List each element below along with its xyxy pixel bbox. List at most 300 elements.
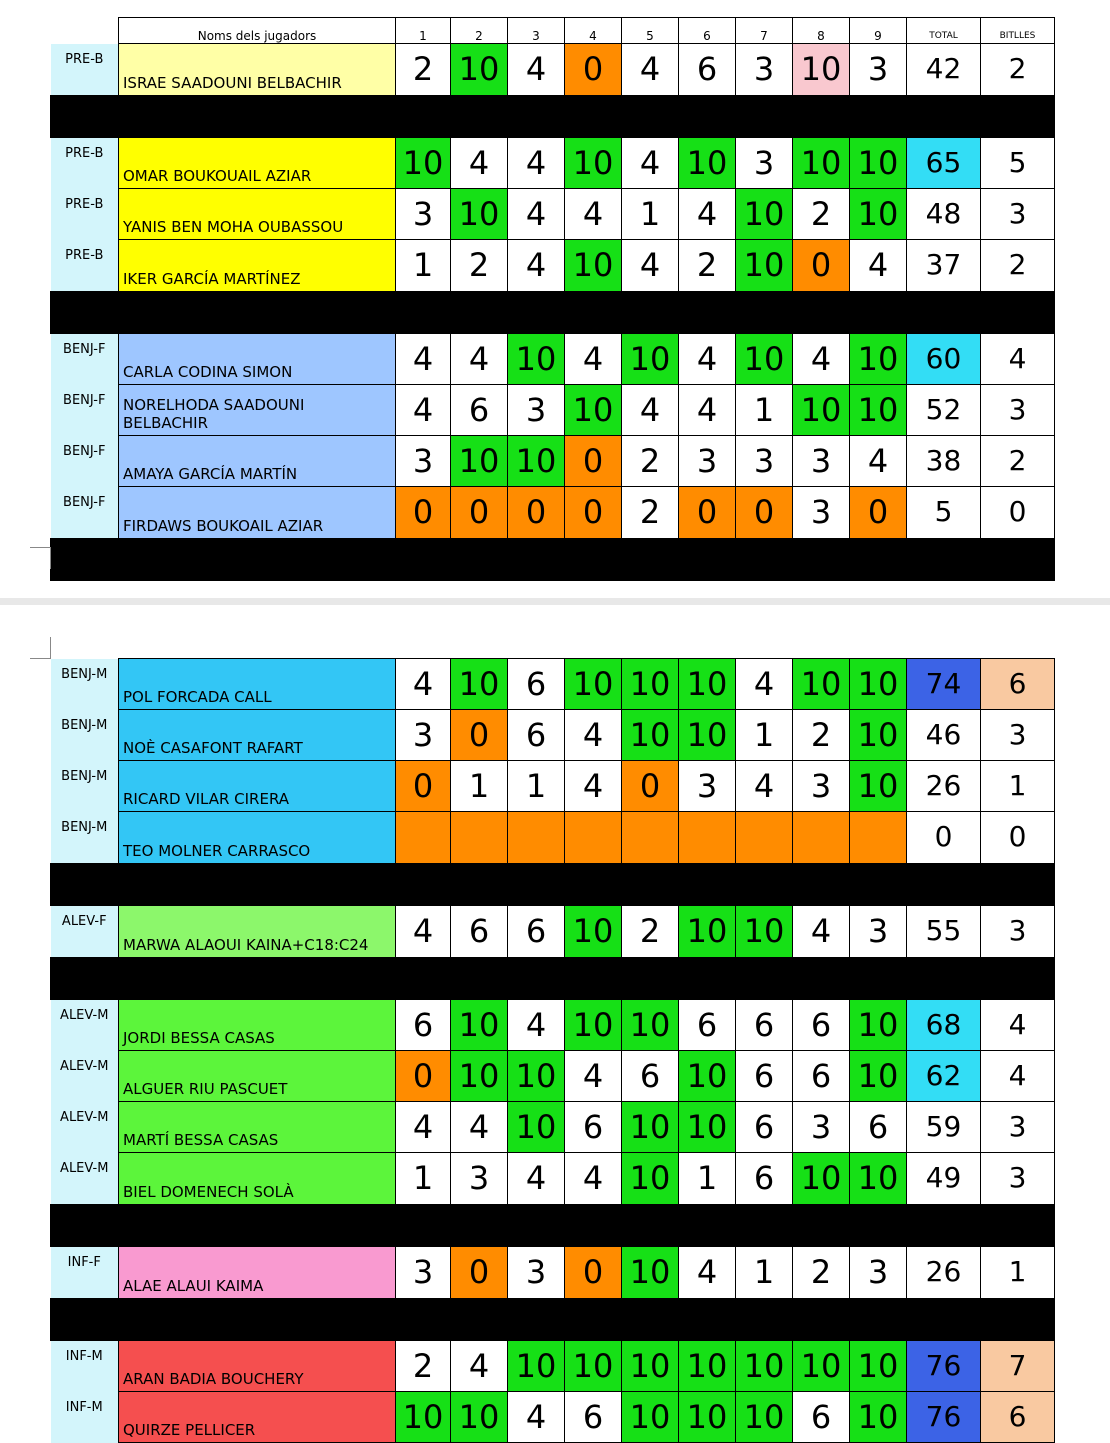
hole-6-score: 4 bbox=[679, 1246, 736, 1298]
header-hole-9: 9 bbox=[850, 18, 907, 44]
separator-cell bbox=[51, 95, 119, 137]
separator-cell bbox=[451, 538, 508, 580]
separator-cell bbox=[850, 1298, 907, 1340]
separator-cell bbox=[51, 863, 119, 905]
separator-cell bbox=[679, 957, 736, 999]
hole-9-score: 10 bbox=[850, 137, 907, 189]
hole-6-score: 10 bbox=[679, 710, 736, 761]
hole-7-score: 3 bbox=[736, 137, 793, 189]
separator-cell bbox=[451, 863, 508, 905]
hole-6-score: 10 bbox=[679, 659, 736, 710]
hole-6-score: 3 bbox=[679, 761, 736, 812]
player-row bbox=[51, 189, 1055, 240]
hole-9-score: 10 bbox=[850, 761, 907, 812]
player-name-cell: ISRAE SAADOUNI BELBACHIR bbox=[119, 44, 396, 96]
bitlles-count: 0 bbox=[981, 487, 1055, 539]
separator-cell bbox=[119, 957, 396, 999]
separator-cell bbox=[51, 1204, 119, 1246]
player-name-cell: CARLA CODINA SIMON bbox=[119, 333, 396, 385]
player-row bbox=[51, 710, 1055, 761]
hole-5-score: 10 bbox=[622, 1392, 679, 1443]
hole-2-score: 4 bbox=[451, 333, 508, 385]
category-cell: BENJ-M bbox=[51, 710, 119, 761]
total-score: 52 bbox=[907, 385, 981, 436]
separator-cell bbox=[508, 95, 565, 137]
player-name-cell: TEO MOLNER CARRASCO bbox=[119, 812, 396, 864]
hole-4-score: 4 bbox=[565, 761, 622, 812]
hole-1-score: 10 bbox=[396, 137, 451, 189]
hole-5-score: 4 bbox=[622, 137, 679, 189]
separator-cell bbox=[119, 863, 396, 905]
bitlles-count: 3 bbox=[981, 385, 1055, 436]
hole-2-score: 10 bbox=[451, 999, 508, 1051]
hole-1-score: 0 bbox=[396, 761, 451, 812]
header-corner bbox=[51, 18, 119, 44]
separator-cell bbox=[907, 95, 981, 137]
separator-row bbox=[51, 957, 1055, 999]
player-name-cell: MARTÍ BESSA CASAS bbox=[119, 1102, 396, 1153]
hole-7-score bbox=[736, 812, 793, 864]
separator-cell bbox=[850, 291, 907, 333]
hole-8-score: 10 bbox=[793, 385, 850, 436]
player-name-cell: MARWA ALAOUI KAINA+C18:C24 bbox=[119, 905, 396, 957]
player-name-cell: AMAYA GARCÍA MARTÍN bbox=[119, 436, 396, 487]
player-row bbox=[51, 905, 1055, 957]
hole-4-score: 10 bbox=[565, 1340, 622, 1392]
hole-7-score: 10 bbox=[736, 1340, 793, 1392]
category-cell: INF-M bbox=[51, 1340, 119, 1392]
hole-6-score: 0 bbox=[679, 487, 736, 539]
hole-9-score: 10 bbox=[850, 189, 907, 240]
total-score: 49 bbox=[907, 1153, 981, 1205]
hole-7-score: 10 bbox=[736, 1392, 793, 1443]
hole-6-score: 10 bbox=[679, 1340, 736, 1392]
separator-cell bbox=[981, 95, 1055, 137]
hole-9-score bbox=[850, 812, 907, 864]
header-hole-7: 7 bbox=[736, 18, 793, 44]
hole-5-score: 10 bbox=[622, 333, 679, 385]
player-row bbox=[51, 487, 1055, 539]
hole-7-score: 1 bbox=[736, 1246, 793, 1298]
hole-7-score: 4 bbox=[736, 761, 793, 812]
hole-8-score: 0 bbox=[793, 240, 850, 292]
total-score: 46 bbox=[907, 710, 981, 761]
hole-6-score: 4 bbox=[679, 333, 736, 385]
separator-row bbox=[51, 863, 1055, 905]
hole-3-score: 1 bbox=[508, 761, 565, 812]
hole-9-score: 3 bbox=[850, 1246, 907, 1298]
player-row bbox=[51, 1102, 1055, 1153]
hole-2-score: 4 bbox=[451, 137, 508, 189]
hole-7-score: 1 bbox=[736, 710, 793, 761]
hole-6-score: 10 bbox=[679, 1051, 736, 1102]
hole-1-score: 4 bbox=[396, 905, 451, 957]
hole-5-score: 10 bbox=[622, 659, 679, 710]
bitlles-count: 1 bbox=[981, 761, 1055, 812]
hole-6-score: 6 bbox=[679, 44, 736, 96]
hole-5-score: 4 bbox=[622, 240, 679, 292]
separator-cell bbox=[622, 1298, 679, 1340]
hole-9-score: 10 bbox=[850, 385, 907, 436]
category-cell: ALEV-M bbox=[51, 1153, 119, 1205]
hole-4-score: 4 bbox=[565, 710, 622, 761]
category-cell: ALEV-F bbox=[51, 905, 119, 957]
category-cell: ALEV-M bbox=[51, 1051, 119, 1102]
player-name-cell: IKER GARCÍA MARTÍNEZ bbox=[119, 240, 396, 292]
separator-row bbox=[51, 95, 1055, 137]
separator-cell bbox=[565, 291, 622, 333]
player-name-cell: BIEL DOMENECH SOLÀ bbox=[119, 1153, 396, 1205]
separator-cell bbox=[396, 1204, 451, 1246]
hole-3-score: 4 bbox=[508, 999, 565, 1051]
player-name-cell: POL FORCADA CALL bbox=[119, 659, 396, 710]
header-hole-8: 8 bbox=[793, 18, 850, 44]
bitlles-count: 2 bbox=[981, 44, 1055, 96]
hole-8-score: 3 bbox=[793, 1102, 850, 1153]
separator-row bbox=[51, 538, 1055, 580]
hole-8-score: 10 bbox=[793, 1340, 850, 1392]
hole-2-score: 6 bbox=[451, 385, 508, 436]
separator-cell bbox=[850, 957, 907, 999]
hole-9-score: 10 bbox=[850, 710, 907, 761]
player-name-cell: NORELHODA SAADOUNI BELBACHIR bbox=[119, 385, 396, 436]
hole-6-score: 1 bbox=[679, 1153, 736, 1205]
separator-cell bbox=[736, 95, 793, 137]
bitlles-count: 5 bbox=[981, 137, 1055, 189]
hole-2-score: 10 bbox=[451, 1392, 508, 1443]
hole-6-score: 10 bbox=[679, 1102, 736, 1153]
bitlles-count: 6 bbox=[981, 659, 1055, 710]
separator-cell bbox=[736, 863, 793, 905]
separator-cell bbox=[793, 291, 850, 333]
separator-cell bbox=[907, 291, 981, 333]
separator-cell bbox=[119, 291, 396, 333]
separator-cell bbox=[679, 863, 736, 905]
bitlles-count: 4 bbox=[981, 333, 1055, 385]
player-row bbox=[51, 1340, 1055, 1392]
total-score: 68 bbox=[907, 999, 981, 1051]
hole-8-score: 3 bbox=[793, 761, 850, 812]
separator-cell bbox=[736, 291, 793, 333]
separator-cell bbox=[51, 957, 119, 999]
hole-8-score: 4 bbox=[793, 905, 850, 957]
hole-2-score: 10 bbox=[451, 1051, 508, 1102]
bitlles-count: 3 bbox=[981, 710, 1055, 761]
bitlles-count: 1 bbox=[981, 1246, 1055, 1298]
bitlles-count: 2 bbox=[981, 436, 1055, 487]
hole-2-score: 6 bbox=[451, 905, 508, 957]
separator-cell bbox=[679, 95, 736, 137]
separator-cell bbox=[565, 863, 622, 905]
hole-5-score: 10 bbox=[622, 1102, 679, 1153]
hole-1-score: 1 bbox=[396, 1153, 451, 1205]
separator-cell bbox=[736, 1298, 793, 1340]
hole-7-score: 6 bbox=[736, 1051, 793, 1102]
total-score: 5 bbox=[907, 487, 981, 539]
separator-cell bbox=[736, 957, 793, 999]
hole-9-score: 10 bbox=[850, 659, 907, 710]
player-name-cell: QUIRZE PELLICER bbox=[119, 1392, 396, 1443]
total-score: 37 bbox=[907, 240, 981, 292]
separator-cell bbox=[565, 957, 622, 999]
hole-5-score: 10 bbox=[622, 999, 679, 1051]
separator-cell bbox=[565, 538, 622, 580]
separator-cell bbox=[907, 1298, 981, 1340]
bitlles-count: 0 bbox=[981, 812, 1055, 864]
hole-7-score: 1 bbox=[736, 385, 793, 436]
hole-3-score: 10 bbox=[508, 436, 565, 487]
hole-1-score: 0 bbox=[396, 487, 451, 539]
scoreboard-body bbox=[51, 659, 1055, 1443]
separator-cell bbox=[679, 538, 736, 580]
separator-cell bbox=[119, 1204, 396, 1246]
player-name-cell: JORDI BESSA CASAS bbox=[119, 999, 396, 1051]
player-row bbox=[51, 436, 1055, 487]
separator-row bbox=[51, 1298, 1055, 1340]
bitlles-count: 4 bbox=[981, 999, 1055, 1051]
total-score: 74 bbox=[907, 659, 981, 710]
hole-3-score: 4 bbox=[508, 137, 565, 189]
separator-cell bbox=[907, 863, 981, 905]
hole-1-score: 3 bbox=[396, 710, 451, 761]
hole-4-score: 4 bbox=[565, 333, 622, 385]
hole-7-score: 3 bbox=[736, 44, 793, 96]
hole-9-score: 10 bbox=[850, 1051, 907, 1102]
category-cell: BENJ-M bbox=[51, 761, 119, 812]
hole-4-score: 6 bbox=[565, 1102, 622, 1153]
bitlles-count: 4 bbox=[981, 1051, 1055, 1102]
separator-cell bbox=[451, 957, 508, 999]
separator-cell bbox=[679, 1204, 736, 1246]
header-row bbox=[51, 18, 1055, 44]
hole-6-score: 4 bbox=[679, 189, 736, 240]
hole-9-score: 3 bbox=[850, 905, 907, 957]
category-cell: PRE-B bbox=[51, 240, 119, 292]
hole-3-score: 4 bbox=[508, 1392, 565, 1443]
hole-8-score: 6 bbox=[793, 1392, 850, 1443]
total-score: 62 bbox=[907, 1051, 981, 1102]
hole-3-score bbox=[508, 812, 565, 864]
bitlles-count: 2 bbox=[981, 240, 1055, 292]
player-row bbox=[51, 1392, 1055, 1443]
hole-1-score: 3 bbox=[396, 1246, 451, 1298]
hole-7-score: 10 bbox=[736, 333, 793, 385]
hole-3-score: 3 bbox=[508, 1246, 565, 1298]
hole-1-score bbox=[396, 812, 451, 864]
separator-cell bbox=[119, 1298, 396, 1340]
separator-cell bbox=[119, 95, 396, 137]
hole-6-score: 4 bbox=[679, 385, 736, 436]
player-row bbox=[51, 812, 1055, 864]
separator-cell bbox=[396, 957, 451, 999]
hole-1-score: 0 bbox=[396, 1051, 451, 1102]
hole-9-score: 4 bbox=[850, 436, 907, 487]
category-cell: INF-M bbox=[51, 1392, 119, 1443]
separator-cell bbox=[981, 1204, 1055, 1246]
bitlles-count: 6 bbox=[981, 1392, 1055, 1443]
header-hole-1: 1 bbox=[396, 18, 451, 44]
player-name-cell: RICARD VILAR CIRERA bbox=[119, 761, 396, 812]
hole-9-score: 10 bbox=[850, 1340, 907, 1392]
separator-cell bbox=[981, 957, 1055, 999]
hole-7-score: 6 bbox=[736, 1153, 793, 1205]
separator-cell bbox=[850, 863, 907, 905]
player-name-cell: OMAR BOUKOUAIL AZIAR bbox=[119, 137, 396, 189]
bitlles-count: 3 bbox=[981, 189, 1055, 240]
separator-cell bbox=[51, 291, 119, 333]
hole-6-score: 10 bbox=[679, 905, 736, 957]
hole-6-score: 10 bbox=[679, 1392, 736, 1443]
page-corner-mark bbox=[30, 547, 51, 569]
hole-2-score: 3 bbox=[451, 1153, 508, 1205]
separator-cell bbox=[981, 1298, 1055, 1340]
hole-1-score: 4 bbox=[396, 385, 451, 436]
category-cell: BENJ-F bbox=[51, 385, 119, 436]
total-score: 65 bbox=[907, 137, 981, 189]
separator-cell bbox=[622, 538, 679, 580]
hole-3-score: 6 bbox=[508, 659, 565, 710]
hole-2-score: 10 bbox=[451, 436, 508, 487]
total-score: 76 bbox=[907, 1392, 981, 1443]
hole-2-score: 0 bbox=[451, 1246, 508, 1298]
hole-8-score: 3 bbox=[793, 436, 850, 487]
hole-5-score: 6 bbox=[622, 1051, 679, 1102]
hole-7-score: 6 bbox=[736, 999, 793, 1051]
hole-4-score: 6 bbox=[565, 1392, 622, 1443]
player-row bbox=[51, 44, 1055, 96]
hole-3-score: 4 bbox=[508, 240, 565, 292]
hole-6-score: 2 bbox=[679, 240, 736, 292]
player-name-cell: FIRDAWS BOUKOAIL AZIAR bbox=[119, 487, 396, 539]
hole-8-score: 6 bbox=[793, 1051, 850, 1102]
separator-cell bbox=[51, 538, 119, 580]
hole-8-score bbox=[793, 812, 850, 864]
separator-cell bbox=[907, 538, 981, 580]
hole-9-score: 0 bbox=[850, 487, 907, 539]
hole-4-score: 4 bbox=[565, 1153, 622, 1205]
separator-cell bbox=[793, 863, 850, 905]
total-score: 38 bbox=[907, 436, 981, 487]
separator-cell bbox=[736, 538, 793, 580]
hole-8-score: 4 bbox=[793, 333, 850, 385]
hole-5-score: 10 bbox=[622, 1153, 679, 1205]
player-row bbox=[51, 137, 1055, 189]
hole-9-score: 10 bbox=[850, 1153, 907, 1205]
player-row bbox=[51, 1051, 1055, 1102]
hole-5-score bbox=[622, 812, 679, 864]
header-hole-5: 5 bbox=[622, 18, 679, 44]
separator-cell bbox=[396, 863, 451, 905]
hole-7-score: 3 bbox=[736, 436, 793, 487]
hole-8-score: 6 bbox=[793, 999, 850, 1051]
separator-cell bbox=[451, 1298, 508, 1340]
header-hole-4: 4 bbox=[565, 18, 622, 44]
hole-7-score: 6 bbox=[736, 1102, 793, 1153]
category-cell: BENJ-F bbox=[51, 333, 119, 385]
hole-7-score: 10 bbox=[736, 905, 793, 957]
hole-9-score: 3 bbox=[850, 44, 907, 96]
separator-cell bbox=[622, 95, 679, 137]
hole-5-score: 2 bbox=[622, 905, 679, 957]
hole-2-score bbox=[451, 812, 508, 864]
separator-cell bbox=[850, 1204, 907, 1246]
bitlles-count: 3 bbox=[981, 1102, 1055, 1153]
category-cell: BENJ-F bbox=[51, 487, 119, 539]
separator-cell bbox=[508, 957, 565, 999]
hole-4-score: 0 bbox=[565, 1246, 622, 1298]
separator-cell bbox=[622, 863, 679, 905]
separator-cell bbox=[850, 538, 907, 580]
total-score: 55 bbox=[907, 905, 981, 957]
hole-5-score: 2 bbox=[622, 487, 679, 539]
hole-4-score: 4 bbox=[565, 189, 622, 240]
category-cell: BENJ-F bbox=[51, 436, 119, 487]
page-corner-mark bbox=[30, 637, 51, 659]
header-hole-2: 2 bbox=[451, 18, 508, 44]
hole-2-score: 2 bbox=[451, 240, 508, 292]
hole-3-score: 10 bbox=[508, 1340, 565, 1392]
separator-cell bbox=[622, 957, 679, 999]
hole-1-score: 1 bbox=[396, 240, 451, 292]
header-hole-3: 3 bbox=[508, 18, 565, 44]
hole-2-score: 0 bbox=[451, 487, 508, 539]
hole-8-score: 2 bbox=[793, 710, 850, 761]
total-score: 26 bbox=[907, 1246, 981, 1298]
hole-4-score: 10 bbox=[565, 137, 622, 189]
hole-1-score: 6 bbox=[396, 999, 451, 1051]
hole-3-score: 3 bbox=[508, 385, 565, 436]
hole-9-score: 4 bbox=[850, 240, 907, 292]
separator-cell bbox=[793, 957, 850, 999]
separator-cell bbox=[679, 291, 736, 333]
hole-8-score: 10 bbox=[793, 44, 850, 96]
hole-4-score: 0 bbox=[565, 436, 622, 487]
player-name-cell: ALGUER RIU PASCUET bbox=[119, 1051, 396, 1102]
hole-4-score: 10 bbox=[565, 659, 622, 710]
player-row bbox=[51, 659, 1055, 710]
hole-4-score: 4 bbox=[565, 1051, 622, 1102]
hole-5-score: 1 bbox=[622, 189, 679, 240]
player-name-cell: ALAE ALAUI KAIMA bbox=[119, 1246, 396, 1298]
separator-cell bbox=[907, 957, 981, 999]
separator-cell bbox=[119, 538, 396, 580]
separator-cell bbox=[793, 1298, 850, 1340]
hole-3-score: 4 bbox=[508, 44, 565, 96]
bitlles-count: 3 bbox=[981, 1153, 1055, 1205]
player-row bbox=[51, 999, 1055, 1051]
scoreboard-body bbox=[51, 18, 1055, 581]
separator-cell bbox=[396, 1298, 451, 1340]
separator-cell bbox=[396, 291, 451, 333]
header-player-names: Noms dels jugadors bbox=[119, 18, 396, 44]
separator-cell bbox=[981, 863, 1055, 905]
category-cell: PRE-B bbox=[51, 44, 119, 96]
separator-cell bbox=[565, 1204, 622, 1246]
hole-2-score: 4 bbox=[451, 1102, 508, 1153]
separator-cell bbox=[51, 1298, 119, 1340]
hole-1-score: 3 bbox=[396, 189, 451, 240]
hole-4-score: 10 bbox=[565, 240, 622, 292]
hole-9-score: 10 bbox=[850, 999, 907, 1051]
separator-cell bbox=[736, 1204, 793, 1246]
hole-1-score: 4 bbox=[396, 1102, 451, 1153]
header-total: TOTAL bbox=[907, 18, 981, 44]
separator-cell bbox=[565, 95, 622, 137]
hole-3-score: 4 bbox=[508, 189, 565, 240]
hole-9-score: 6 bbox=[850, 1102, 907, 1153]
separator-cell bbox=[622, 291, 679, 333]
page-separator bbox=[0, 598, 1110, 605]
